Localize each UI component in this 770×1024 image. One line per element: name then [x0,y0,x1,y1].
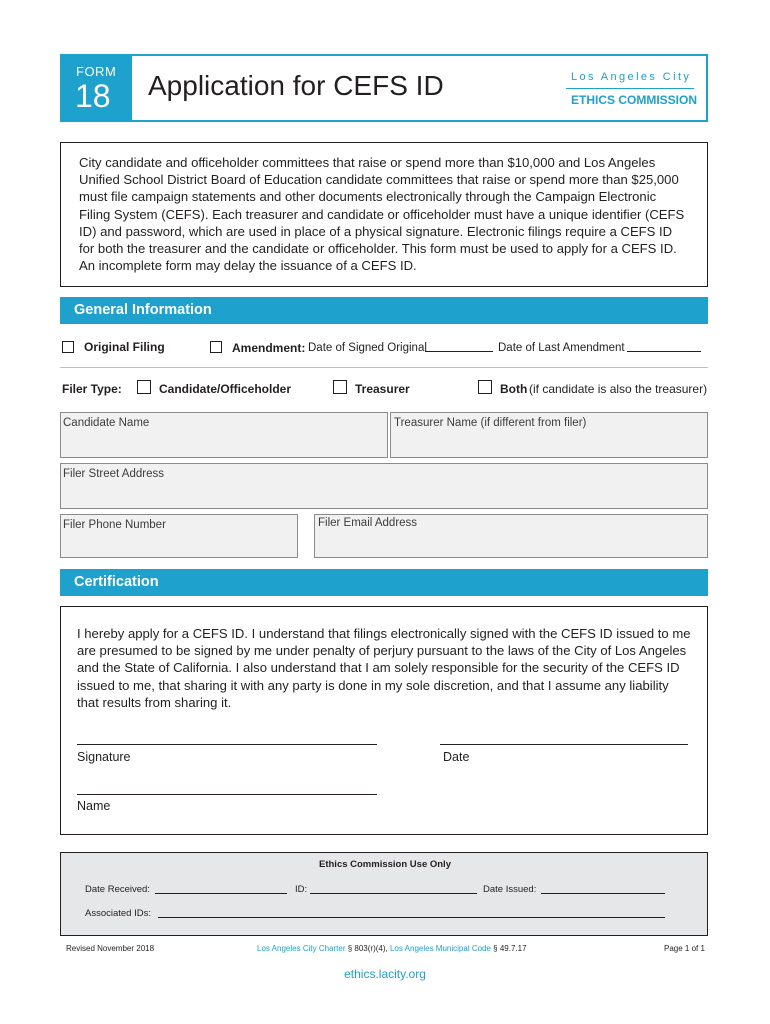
page-title: Application for CEFS ID [148,70,444,101]
treasurer-name-label: Treasurer Name (if different from filer) [394,417,587,429]
logo-divider [566,88,694,89]
date-received-line[interactable] [155,893,287,894]
signature-label: Signature [77,750,131,764]
intro-paragraph: City candidate and officeholder committees that raise or spend more than $10,000 and Los Angeles Unified School District Board of Education candidate committees that raise or spend more than $25,000 must file campaign statements and other documents electronically through the Campaign Electronic Filing System (CEFS). Each treasurer and candidate or officeholder must have a unique identifier (CEFS ID) and password, which are used in place of a physical signature. Electronic filings require a CEFS ID for both the treasurer and the candidate or officeholder. This form must be used to apply for a CEFS ID. An incomplete form may delay the issuance of a CEFS ID. [79,155,685,274]
date-issued-line[interactable] [541,893,665,894]
filer-type-label: Filer Type: [62,382,122,396]
both-note: (if candidate is also the treasurer) [529,382,708,396]
date-last-amendment-line[interactable] [627,351,701,352]
website-link[interactable]: ethics.lacity.org [344,967,426,981]
date-signed-original-label: Date of Signed Original [308,342,427,354]
amendment-label: Amendment: [232,341,306,355]
office-use-heading: Ethics Commission Use Only [319,859,451,870]
original-filing-checkbox[interactable] [62,341,74,353]
form-number: 18 [75,78,111,114]
certification-paragraph: I hereby apply for a CEFS ID. I understand that filings electronically signed with the CEFS ID issued to me are presumed to be signed by me under penalty of perjury pursuant to the laws of the City of Los Angeles and the State of California. I also understand that I am solely responsible for the security of the CEFS ID issued to me, that sharing it with any party is done in my sole discretion, and that I assume any liability that results from sharing it. [77,626,691,710]
date-line[interactable] [440,744,688,745]
divider [60,367,708,368]
candidate-officeholder-checkbox[interactable] [137,380,151,394]
municipal-code-link[interactable]: Los Angeles Municipal Code [389,944,491,953]
logo-commission-text: ETHICS COMMISSION [571,93,698,107]
date-signed-original-line[interactable] [425,351,493,352]
name-label: Name [77,799,111,813]
street-address-label: Filer Street Address [63,468,164,480]
phone-number-label: Filer Phone Number [63,519,166,531]
city-charter-link[interactable]: Los Angeles City Charter [257,944,346,953]
page-number: Page 1 of 1 [664,944,705,953]
general-information-heading: General Information [60,297,708,324]
charter-section: § 803(r)(4), [347,944,388,953]
revised-date: Revised November 2018 [66,944,155,953]
id-label: ID: [295,884,308,895]
candidate-officeholder-label: Candidate/Officeholder [159,382,292,396]
date-label: Date [443,750,470,764]
date-received-label: Date Received: [85,884,150,895]
signature-line[interactable] [77,744,377,745]
date-last-amendment-label: Date of Last Amendment [498,342,625,354]
treasurer-checkbox[interactable] [333,380,347,394]
both-label: Both [500,382,528,396]
candidate-name-label: Candidate Name [63,417,150,429]
code-section: § 49.7.17 [493,944,527,953]
associated-ids-line[interactable] [158,917,665,918]
logo-city-text: Los Angeles City [571,71,692,83]
certification-heading: Certification [60,569,708,596]
original-filing-label: Original Filing [84,340,165,354]
id-line[interactable] [310,893,477,894]
treasurer-label: Treasurer [355,382,410,396]
form-label: FORM [76,64,117,79]
legal-references [257,944,527,953]
date-issued-label: Date Issued: [483,884,537,895]
amendment-checkbox[interactable] [210,341,222,353]
name-line[interactable] [77,794,377,795]
both-checkbox[interactable] [478,380,492,394]
email-address-label: Filer Email Address [318,517,418,529]
associated-ids-label: Associated IDs: [85,908,151,919]
